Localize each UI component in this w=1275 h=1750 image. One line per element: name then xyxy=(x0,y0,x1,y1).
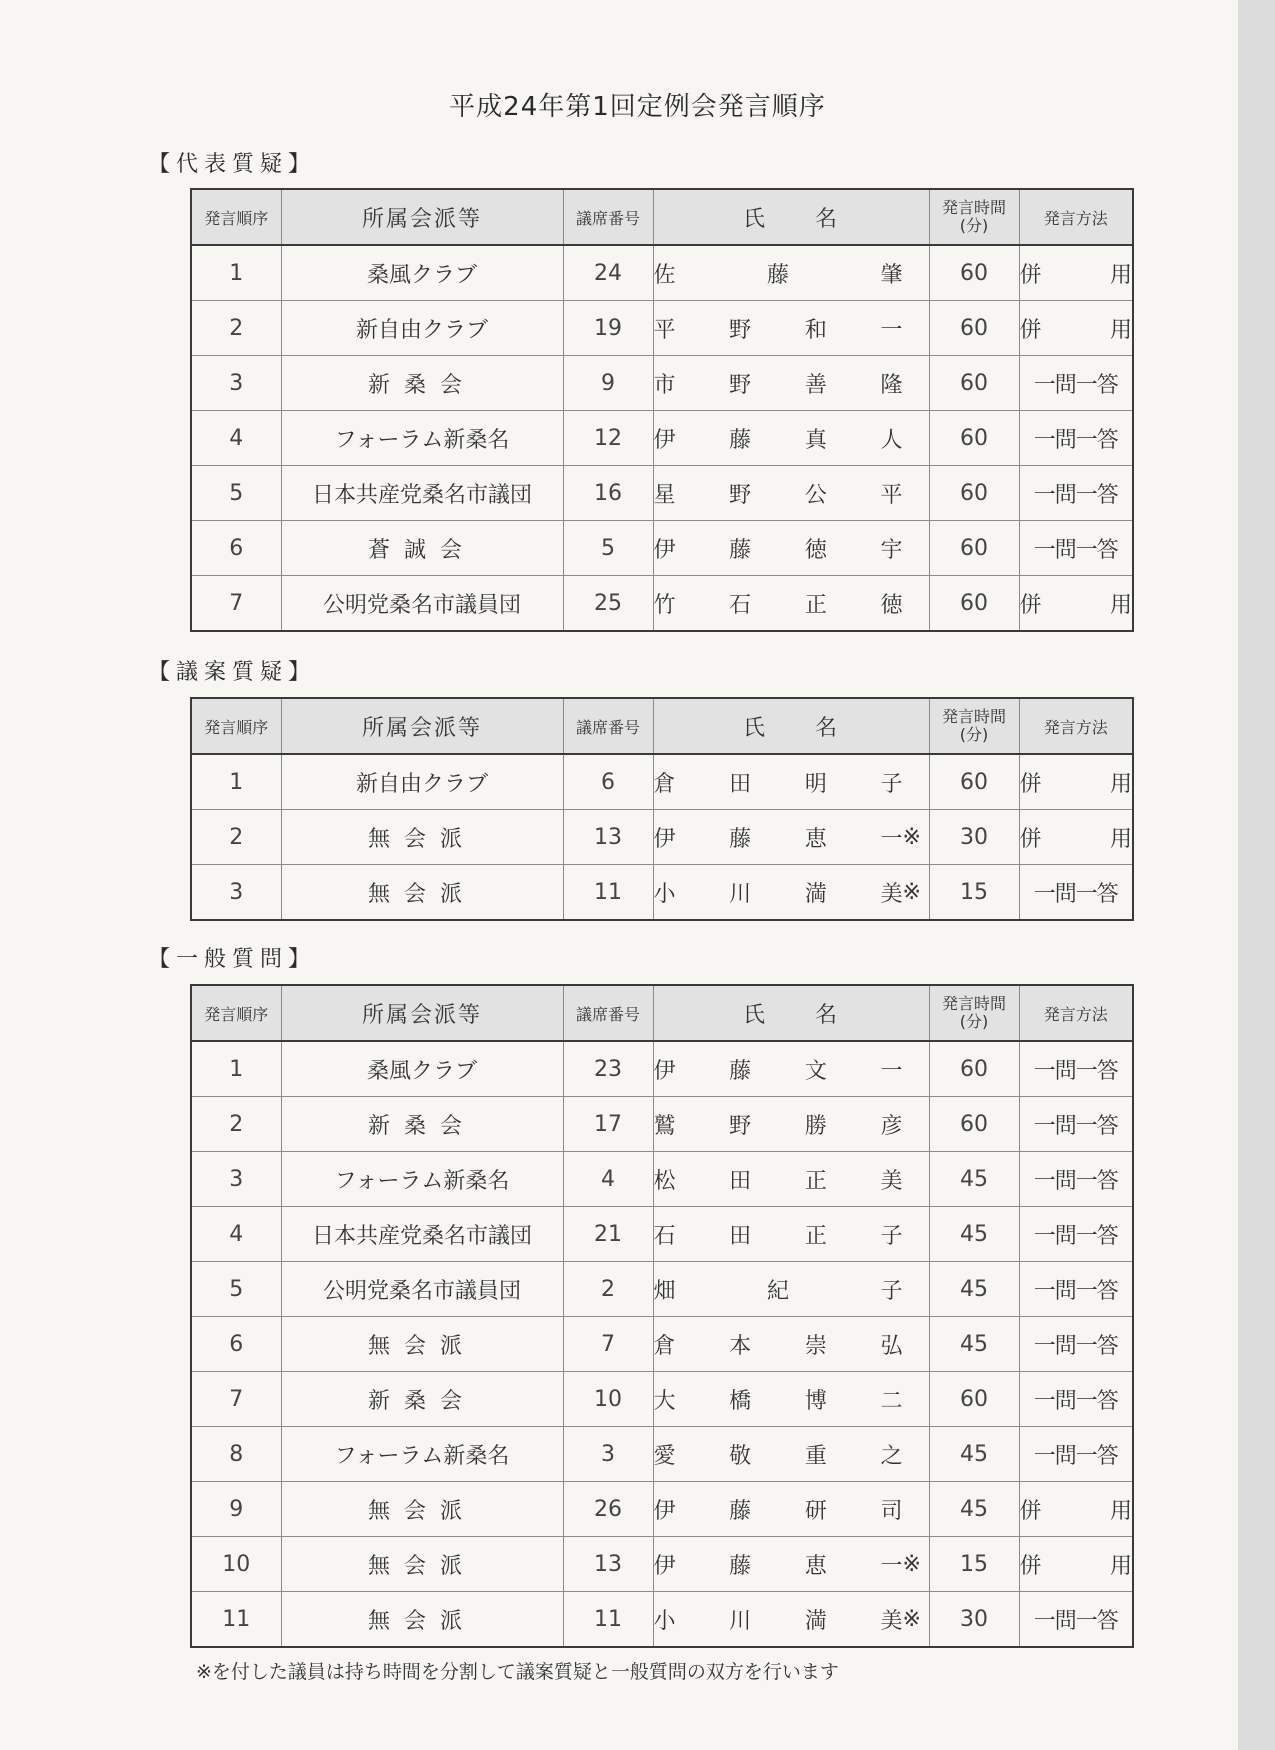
member-name: 松田正美 xyxy=(653,1168,903,1194)
header-time-line1: 発言時間 xyxy=(941,707,1006,726)
member-name: 愛敬重之 xyxy=(653,1443,903,1469)
table-header-row xyxy=(191,985,1133,1041)
cell-time: 60 xyxy=(929,411,1019,466)
cell-faction: 桑風クラブ xyxy=(281,1041,563,1097)
cell-method: 一問一答 xyxy=(1019,466,1133,521)
cell-order: 1 xyxy=(191,245,281,301)
cell-seat: 21 xyxy=(563,1207,653,1262)
cell-faction: 新桑会 xyxy=(281,1372,563,1427)
member-name: 鷲野勝彦 xyxy=(653,1113,903,1139)
cell-faction: フォーラム新桑名 xyxy=(281,1427,563,1482)
cell-time: 45 xyxy=(929,1317,1019,1372)
cell-seat: 11 xyxy=(563,1592,653,1648)
cell-time: 45 xyxy=(929,1262,1019,1317)
cell-order: 3 xyxy=(191,1152,281,1207)
member-name: 畑紀子 xyxy=(653,1278,903,1304)
cell-time: 30 xyxy=(929,810,1019,865)
cell-seat: 6 xyxy=(563,754,653,810)
member-name: 伊藤真人 xyxy=(653,427,903,453)
cell-method: 一問一答 xyxy=(1019,1317,1133,1372)
cell-faction: 日本共産党桑名市議団 xyxy=(281,1207,563,1262)
name-wrapper xyxy=(654,478,929,509)
header-faction: 所属会派等 xyxy=(281,189,563,245)
cell-method: 併用 xyxy=(1019,301,1133,356)
cell-name xyxy=(653,810,929,865)
member-name: 倉田明子 xyxy=(653,771,903,797)
cell-order: 6 xyxy=(191,521,281,576)
name-wrapper xyxy=(654,1329,929,1360)
cell-name xyxy=(653,1372,929,1427)
cell-faction: 日本共産党桑名市議団 xyxy=(281,466,563,521)
cell-order: 10 xyxy=(191,1537,281,1592)
cell-faction: フォーラム新桑名 xyxy=(281,1152,563,1207)
header-method: 発言方法 xyxy=(1019,189,1133,245)
cell-name xyxy=(653,1317,929,1372)
cell-order: 2 xyxy=(191,810,281,865)
cell-order: 4 xyxy=(191,411,281,466)
name-wrapper xyxy=(654,1274,929,1305)
table-representative-questions xyxy=(190,188,1134,632)
name-wrapper xyxy=(654,533,929,564)
cell-name xyxy=(653,356,929,411)
cell-method: 一問一答 xyxy=(1019,1097,1133,1152)
cell-faction: 無会派 xyxy=(281,1592,563,1648)
table-row xyxy=(191,1427,1133,1482)
cell-faction: 新自由クラブ xyxy=(281,301,563,356)
cell-faction: 新桑会 xyxy=(281,356,563,411)
cell-method: 併用 xyxy=(1019,810,1133,865)
table-row xyxy=(191,576,1133,632)
cell-order: 5 xyxy=(191,1262,281,1317)
cell-seat: 17 xyxy=(563,1097,653,1152)
header-time xyxy=(929,698,1019,754)
split-time-mark: ※ xyxy=(902,1551,921,1577)
name-wrapper xyxy=(654,423,929,454)
cell-name xyxy=(653,576,929,632)
section-heading-bill: 【議案質疑】 xyxy=(148,660,317,685)
table-header-row xyxy=(191,698,1133,754)
name-wrapper xyxy=(654,1549,929,1580)
cell-time: 60 xyxy=(929,521,1019,576)
cell-seat: 12 xyxy=(563,411,653,466)
header-faction: 所属会派等 xyxy=(281,698,563,754)
name-wrapper xyxy=(654,1109,929,1140)
header-name: 氏 名 xyxy=(653,698,929,754)
split-time-mark: ※ xyxy=(902,824,921,850)
cell-order: 1 xyxy=(191,754,281,810)
cell-name xyxy=(653,754,929,810)
cell-seat: 19 xyxy=(563,301,653,356)
table-bill-questions xyxy=(190,697,1134,921)
header-time-line2: (分) xyxy=(959,1012,989,1031)
cell-time: 60 xyxy=(929,1372,1019,1427)
table-row xyxy=(191,301,1133,356)
cell-order: 2 xyxy=(191,1097,281,1152)
table-row xyxy=(191,1317,1133,1372)
table-row xyxy=(191,356,1133,411)
table-row xyxy=(191,865,1133,921)
table-row xyxy=(191,754,1133,810)
cell-seat: 16 xyxy=(563,466,653,521)
cell-faction: 公明党桑名市議員団 xyxy=(281,576,563,632)
cell-faction: 新桑会 xyxy=(281,1097,563,1152)
split-time-mark: ※ xyxy=(902,1606,921,1632)
table-row xyxy=(191,1041,1133,1097)
cell-method: 一問一答 xyxy=(1019,1262,1133,1317)
cell-faction: 新自由クラブ xyxy=(281,754,563,810)
table-row xyxy=(191,810,1133,865)
cell-time: 60 xyxy=(929,576,1019,632)
name-wrapper xyxy=(654,1054,929,1085)
header-order: 発言順序 xyxy=(191,698,281,754)
member-name: 平野和一 xyxy=(653,317,903,343)
name-wrapper xyxy=(654,313,929,344)
cell-order: 4 xyxy=(191,1207,281,1262)
cell-faction: 無会派 xyxy=(281,1317,563,1372)
cell-method: 一問一答 xyxy=(1019,1041,1133,1097)
table-row xyxy=(191,466,1133,521)
cell-method: 併用 xyxy=(1019,576,1133,632)
header-method: 発言方法 xyxy=(1019,698,1133,754)
cell-faction: 無会派 xyxy=(281,1482,563,1537)
cell-name xyxy=(653,1097,929,1152)
cell-faction: フォーラム新桑名 xyxy=(281,411,563,466)
header-time-line1: 発言時間 xyxy=(941,198,1006,217)
member-name: 小川満美 xyxy=(653,1608,903,1634)
table-general-questions xyxy=(190,984,1134,1648)
cell-name xyxy=(653,865,929,921)
table-row xyxy=(191,1592,1133,1648)
header-seat: 議席番号 xyxy=(563,985,653,1041)
split-time-mark: ※ xyxy=(902,879,921,905)
cell-order: 7 xyxy=(191,1372,281,1427)
cell-faction: 無会派 xyxy=(281,865,563,921)
cell-seat: 10 xyxy=(563,1372,653,1427)
page-title: 平成24年第1回定例会発言順序 xyxy=(449,92,826,122)
cell-method: 一問一答 xyxy=(1019,356,1133,411)
name-wrapper xyxy=(654,588,929,619)
cell-name xyxy=(653,521,929,576)
cell-order: 3 xyxy=(191,356,281,411)
cell-name xyxy=(653,466,929,521)
cell-method: 一問一答 xyxy=(1019,521,1133,576)
cell-method: 併用 xyxy=(1019,245,1133,301)
cell-time: 45 xyxy=(929,1207,1019,1262)
cell-method: 一問一答 xyxy=(1019,865,1133,921)
cell-name xyxy=(653,411,929,466)
member-name: 石田正子 xyxy=(653,1223,903,1249)
header-order: 発言順序 xyxy=(191,189,281,245)
cell-seat: 7 xyxy=(563,1317,653,1372)
footnote: ※を付した議員は持ち時間を分割して議案質疑と一般質問の双方を行います xyxy=(196,1661,839,1683)
cell-name xyxy=(653,1041,929,1097)
cell-time: 45 xyxy=(929,1427,1019,1482)
table-row xyxy=(191,1097,1133,1152)
member-name: 竹石正徳 xyxy=(653,592,903,618)
cell-time: 60 xyxy=(929,356,1019,411)
table-row xyxy=(191,1207,1133,1262)
member-name: 伊藤恵一 xyxy=(653,826,903,852)
name-wrapper xyxy=(654,767,929,798)
header-name: 氏 名 xyxy=(653,189,929,245)
table-row xyxy=(191,1152,1133,1207)
cell-order: 7 xyxy=(191,576,281,632)
cell-name xyxy=(653,1152,929,1207)
cell-name xyxy=(653,301,929,356)
section-heading-general: 【一般質問】 xyxy=(148,947,317,972)
cell-name xyxy=(653,1537,929,1592)
cell-seat: 13 xyxy=(563,1537,653,1592)
header-name: 氏 名 xyxy=(653,985,929,1041)
table-row xyxy=(191,411,1133,466)
cell-time: 60 xyxy=(929,466,1019,521)
cell-time: 60 xyxy=(929,301,1019,356)
cell-time: 15 xyxy=(929,1537,1019,1592)
member-name: 佐藤肇 xyxy=(653,262,903,288)
name-wrapper xyxy=(654,368,929,399)
header-time-line2: (分) xyxy=(959,216,989,235)
name-wrapper xyxy=(654,822,929,853)
cell-name xyxy=(653,1592,929,1648)
cell-seat: 24 xyxy=(563,245,653,301)
cell-seat: 23 xyxy=(563,1041,653,1097)
cell-time: 60 xyxy=(929,245,1019,301)
cell-order: 3 xyxy=(191,865,281,921)
cell-seat: 26 xyxy=(563,1482,653,1537)
header-seat: 議席番号 xyxy=(563,698,653,754)
table-row xyxy=(191,1262,1133,1317)
table-row xyxy=(191,521,1133,576)
member-name: 伊藤徳宇 xyxy=(653,537,903,563)
header-seat: 議席番号 xyxy=(563,189,653,245)
name-wrapper xyxy=(654,258,929,289)
name-wrapper xyxy=(654,1384,929,1415)
cell-seat: 4 xyxy=(563,1152,653,1207)
cell-method: 併用 xyxy=(1019,1537,1133,1592)
cell-method: 一問一答 xyxy=(1019,1207,1133,1262)
cell-seat: 13 xyxy=(563,810,653,865)
cell-seat: 2 xyxy=(563,1262,653,1317)
member-name: 倉本崇弘 xyxy=(653,1333,903,1359)
header-time xyxy=(929,985,1019,1041)
cell-seat: 5 xyxy=(563,521,653,576)
name-wrapper xyxy=(654,1494,929,1525)
cell-time: 60 xyxy=(929,754,1019,810)
member-name: 伊藤文一 xyxy=(653,1058,903,1084)
cell-name xyxy=(653,1207,929,1262)
member-name: 星野公平 xyxy=(653,482,903,508)
cell-name xyxy=(653,1482,929,1537)
cell-order: 9 xyxy=(191,1482,281,1537)
name-wrapper xyxy=(654,1604,929,1635)
name-wrapper xyxy=(654,1219,929,1250)
cell-seat: 25 xyxy=(563,576,653,632)
cell-time: 60 xyxy=(929,1097,1019,1152)
cell-order: 8 xyxy=(191,1427,281,1482)
cell-faction: 公明党桑名市議員団 xyxy=(281,1262,563,1317)
table-row xyxy=(191,1372,1133,1427)
table-header-row xyxy=(191,189,1133,245)
name-wrapper xyxy=(654,1439,929,1470)
section-heading-representative: 【代表質疑】 xyxy=(148,152,317,177)
cell-time: 45 xyxy=(929,1152,1019,1207)
cell-order: 2 xyxy=(191,301,281,356)
cell-order: 11 xyxy=(191,1592,281,1648)
cell-method: 一問一答 xyxy=(1019,411,1133,466)
cell-method: 一問一答 xyxy=(1019,1152,1133,1207)
cell-method: 一問一答 xyxy=(1019,1372,1133,1427)
cell-time: 15 xyxy=(929,865,1019,921)
member-name: 伊藤研司 xyxy=(653,1498,903,1524)
cell-faction: 無会派 xyxy=(281,810,563,865)
cell-method: 併用 xyxy=(1019,754,1133,810)
cell-seat: 3 xyxy=(563,1427,653,1482)
header-time-line2: (分) xyxy=(959,725,989,744)
member-name: 大橋博二 xyxy=(653,1388,903,1414)
member-name: 小川満美 xyxy=(653,881,903,907)
name-wrapper xyxy=(654,1164,929,1195)
header-time xyxy=(929,189,1019,245)
cell-faction: 蒼誠会 xyxy=(281,521,563,576)
header-order: 発言順序 xyxy=(191,985,281,1041)
cell-faction: 桑風クラブ xyxy=(281,245,563,301)
cell-name xyxy=(653,245,929,301)
cell-seat: 9 xyxy=(563,356,653,411)
cell-time: 60 xyxy=(929,1041,1019,1097)
cell-order: 5 xyxy=(191,466,281,521)
name-wrapper xyxy=(654,877,929,908)
cell-method: 一問一答 xyxy=(1019,1427,1133,1482)
table-row xyxy=(191,245,1133,301)
cell-seat: 11 xyxy=(563,865,653,921)
member-name: 伊藤恵一 xyxy=(653,1553,903,1579)
cell-order: 6 xyxy=(191,1317,281,1372)
member-name: 市野善隆 xyxy=(653,372,903,398)
cell-method: 併用 xyxy=(1019,1482,1133,1537)
header-time-line1: 発言時間 xyxy=(941,994,1006,1013)
cell-order: 1 xyxy=(191,1041,281,1097)
table-row xyxy=(191,1537,1133,1592)
cell-name xyxy=(653,1262,929,1317)
cell-time: 30 xyxy=(929,1592,1019,1648)
cell-name xyxy=(653,1427,929,1482)
header-method: 発言方法 xyxy=(1019,985,1133,1041)
cell-time: 45 xyxy=(929,1482,1019,1537)
cell-method: 一問一答 xyxy=(1019,1592,1133,1648)
header-faction: 所属会派等 xyxy=(281,985,563,1041)
table-row xyxy=(191,1482,1133,1537)
cell-faction: 無会派 xyxy=(281,1537,563,1592)
